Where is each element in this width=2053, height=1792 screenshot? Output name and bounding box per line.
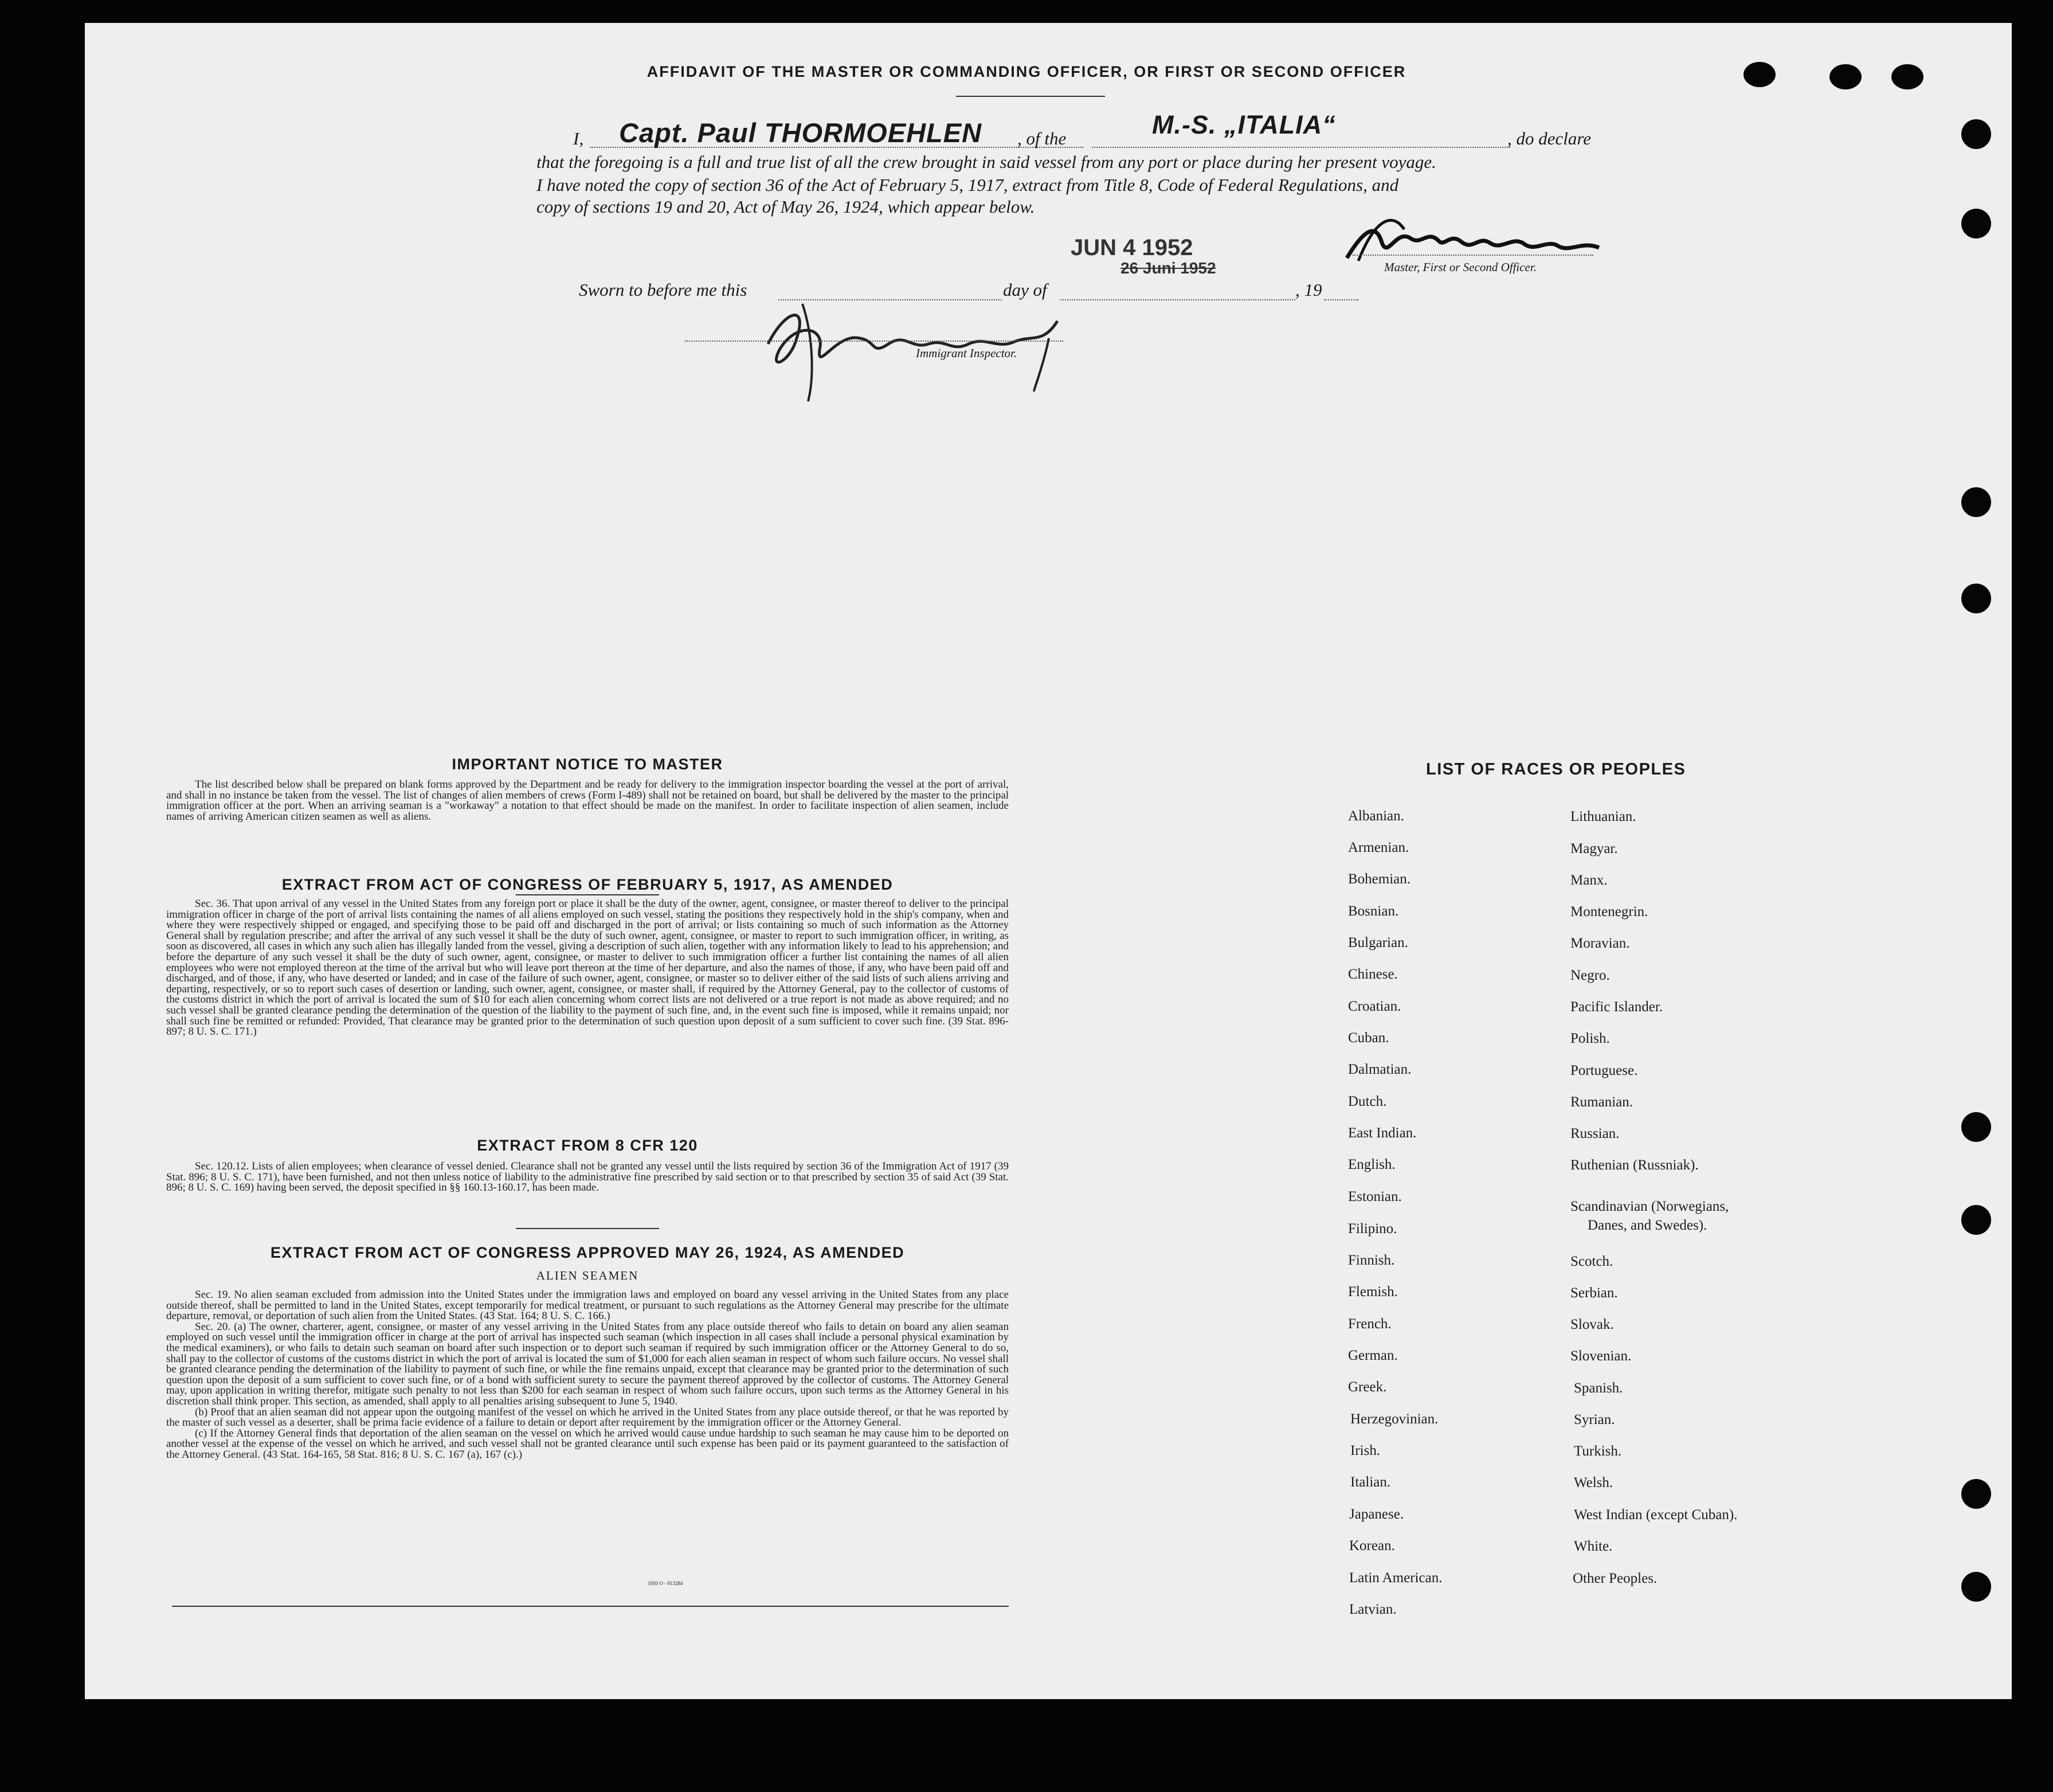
race-item: Latvian. xyxy=(1349,1602,1397,1617)
year-label: , 19 xyxy=(1295,280,1322,300)
race-item: Italian. xyxy=(1350,1474,1391,1490)
extract-1917-body xyxy=(166,899,1009,1038)
race-item: Negro. xyxy=(1570,968,1610,983)
race-item: Moravian. xyxy=(1570,936,1630,951)
race-item: Filipino. xyxy=(1348,1221,1397,1237)
race-item: Manx. xyxy=(1570,872,1608,888)
race-item: Korean. xyxy=(1349,1538,1395,1554)
master-caption: Master, First or Second Officer. xyxy=(1384,260,1537,274)
printer-mark: 1950 O - 913284 xyxy=(648,1580,683,1586)
race-item: Danes, and Swedes). xyxy=(1588,1218,1707,1233)
section-20b-paragraph: (b) Proof that an alien seaman did not appear upon the outgoing manifest of the vessel on which he arrived in the United States from any place outside thereof, or that he was reported by the master of such vessel as a deserter, shall be prima facie evidence of a failure to detain or deport after requirement by the immigration officer or the Attorney General. xyxy=(166,1406,1009,1429)
inspector-caption: Immigrant Inspector. xyxy=(916,346,1017,360)
extract-1917-rule xyxy=(516,894,659,895)
binder-hole xyxy=(1961,209,1991,238)
do-declare-label: , do declare xyxy=(1507,128,1592,148)
race-item: Armenian. xyxy=(1348,840,1409,855)
race-item: Dalmatian. xyxy=(1348,1062,1412,1077)
race-item: Turkish. xyxy=(1574,1443,1622,1459)
race-item: Scandinavian (Norwegians, xyxy=(1570,1199,1729,1214)
section-19-paragraph: Sec. 19. No alien seaman excluded from admission into the United States under the immigration laws and employed on board any vessel arriving in the United States from any place outside thereof, shall be permitted to land in the United States, except temporarily for medical treatment, or pursuant to such regulations as the Attorney General may prescribe for the ultimate departure, removal, or deportation of such alien from the United States. (43 Stat. 164; 8 U. S. C. 166.) xyxy=(166,1289,1009,1323)
race-item: Cuban. xyxy=(1348,1030,1389,1046)
extract-1924-subtitle: ALIEN SEAMEN xyxy=(536,1269,639,1282)
extract-1917-paragraph: Sec. 36. That upon arrival of any vessel in the United States from any foreign port or place it shall be the duty of the owner, agent, consignee, or master thereof to deliver to the principal immigration officer in charge of the port of arrival lists containing the names of all aliens employed on such vessel, stating the positions they respectively hold in the ship's company, when and where they were respectively shipped or engaged, and specifying those to be paid off and discharged in the port of arrival; or lists containing so much of such information as the Attorney General shall by regulation prescribe; and after the arrival of any such vessel it shall be the duty of such owner, agent, consignee, or master to report to such immigration officer, in writing, as soon as discovered, all cases in which any such alien has illegally landed from the vessel, giving a description of such alien, together with any information likely to lead to his apprehension; and before the departure of any such vessel it shall be the duty of such owner, agent, consignee, or master to deliver to such immigration officer a further list containing the names of all alien employees who were not employed thereon at the time of the arrival but who will leave port thereon at the time of her departure, and also the names of those, if any, who have been paid off and discharged, and of those, if any, who have deserted or landed; and in case of the failure of such owner, agent, consignee, or master so to deliver either of the said lists of such aliens arriving and departing, respectively, or so to report such cases of desertion or landing, such owner, agent, consignee, or master shall, if required by the Attorney General, pay to the collector of customs of the customs district in which the port of arrival is located the sum of $10 for each alien concerning whom correct lists are not delivered or a true report is not made as above required; and no such vessel shall be granted clearance pending the determination of the question of the liability to the payment of such fine, and, in the event such fine is imposed, while it remains unpaid; nor shall such fine be remitted or refunded: Provided, That clearance may be granted prior to the determination of such question upon deposit of a sum sufficient to cover such fine. (39 Stat. 896-897; 8 U. S. C. 171.) xyxy=(166,898,1009,1038)
extract-cfr-title: EXTRACT FROM 8 CFR 120 xyxy=(477,1137,698,1154)
race-item: White. xyxy=(1574,1539,1613,1554)
race-item: Slovak. xyxy=(1570,1317,1614,1332)
race-item: Rumanian. xyxy=(1570,1094,1633,1110)
race-item: East Indian. xyxy=(1348,1125,1417,1141)
extract-1917-title: EXTRACT FROM ACT OF CONGRESS OF FEBRUARY 5, 1917, AS AMENDED xyxy=(281,876,894,893)
master-signature-line xyxy=(1353,255,1593,256)
declaration-line-1 xyxy=(573,110,1605,150)
race-item: Serbian. xyxy=(1570,1285,1618,1301)
race-item: Albanian. xyxy=(1348,808,1404,824)
master-name: Capt. Paul THORMOEHLEN xyxy=(619,118,982,148)
extract-cfr-rule xyxy=(516,1228,659,1229)
extract-1924-body xyxy=(166,1290,1009,1461)
extract-cfr-paragraph: Sec. 120.12. Lists of alien employees; when clearance of vessel denied. Clearance shall not be granted any vessel until the lists required by section 36 of the Immigration Act of 1917 (39 Stat. 896; 8 U. S. C. 171), have been furnished, and not then unless notice of liability to the administrative fine prescribed by said section or to that prescribed by section 35 of said Act (39 Stat. 896; 8 U. S. C. 169) having been served, the deposit specified in §§ 160.13-160.17, has been made. xyxy=(166,1160,1009,1194)
declaration-line-3: I have noted the copy of section 36 of the Act of February 5, 1917, extract from Title 8, Code of Federal Regulations, and xyxy=(536,175,1399,195)
binder-hole xyxy=(1961,487,1991,517)
bottom-rule xyxy=(172,1606,1009,1607)
race-item: Dutch. xyxy=(1348,1094,1387,1109)
inspector-signature-line xyxy=(685,341,1063,342)
declaration-pronoun: I, xyxy=(573,128,584,148)
race-item: Syrian. xyxy=(1574,1412,1615,1427)
notice-title: IMPORTANT NOTICE TO MASTER xyxy=(452,756,723,773)
race-item: Chinese. xyxy=(1348,967,1398,982)
race-item: Herzegovinian. xyxy=(1350,1411,1439,1427)
race-item: Spanish. xyxy=(1574,1380,1623,1396)
affidavit-title: AFFIDAVIT OF THE MASTER OR COMMANDING OFFICER, OR FIRST OR SECOND OFFICER xyxy=(647,63,1406,80)
race-item: Scotch. xyxy=(1570,1254,1613,1269)
race-item: Croatian. xyxy=(1348,999,1401,1014)
declaration-line-2: that the foregoing is a full and true list of all the crew brought in said vessel from any port or place during her present voyage. xyxy=(536,152,1436,172)
race-item: Magyar. xyxy=(1570,841,1618,856)
binder-hole xyxy=(1961,119,1991,149)
race-item: Other Peoples. xyxy=(1573,1571,1658,1586)
section-20a-paragraph: Sec. 20. (a) The owner, charterer, agent, consignee, or master of any vessel arriving in the United States from any place outside thereof who fails to detain on board any alien seaman employed on such vessel until the immigration officer in charge at the port of arrival has inspected such seaman (which inspection in all cases shall include a personal physical examination by the medical examiners), or who fails to detain such seaman on board after such inspection or to deport such seaman if required by such immigration officer or the Attorney General to do so, shall pay to the collector of customs of the customs district in which the port of arrival is located the sum of $1,000 for each alien seaman in respect of whom such failure occurs. No vessel shall be granted clearance pending the determination of the liability to payment of such fine, or while the fine remains unpaid, except that clearance may be granted prior to the determination of such question upon the deposit of a sum sufficient to cover such fine, or of a bond with sufficient surety to secure the payment thereof approved by the collector of customs. The Attorney General may, upon application in writing therefor, mitigate such penalty to not less than $200 for each seaman in respect of whom such failure occurs, upon such terms as the Attorney General in his discretion shall think proper. This section, as amended, shall apply to all penalties arising subsequent to June 5, 1940. xyxy=(166,1320,1009,1407)
declaration-line-4: copy of sections 19 and 20, Act of May 26, 1924, which appear below. xyxy=(536,197,1035,217)
notice-paragraph: The list described below shall be prepared on blank forms approved by the Department and be ready for delivery to the immigration inspector boarding the vessel at the port of arrival, and shall in no instance be taken from the vessel. The list of changes of alien members of crews (Form I-489) shall not be retained on board, but shall be delivered by the master to the principal immigration officer at the port. When an arriving seaman is a "workaway" a notation to that effect should be made on the manifest. In order to facilitate inspection of alien seamen, include names of arriving American citizen seamen as well as aliens. xyxy=(166,778,1009,823)
race-item: Polish. xyxy=(1570,1031,1610,1046)
day-of-label: day of xyxy=(1003,280,1047,300)
race-item: Bosnian. xyxy=(1348,903,1399,919)
race-item: Ruthenian (Russniak). xyxy=(1570,1157,1699,1173)
date-stamp: JUN 4 1952 xyxy=(1071,235,1193,260)
races-title: LIST OF RACES OR PEOPLES xyxy=(1426,760,1686,778)
race-item: Slovenian. xyxy=(1570,1348,1632,1364)
race-item: Pacific Islander. xyxy=(1570,999,1663,1015)
binder-hole xyxy=(1961,1572,1991,1602)
notice-body xyxy=(166,780,1009,822)
race-item: Flemish. xyxy=(1348,1284,1398,1300)
date-stamp-2: 26 Juni 1952 xyxy=(1120,259,1216,277)
race-item: Bohemian. xyxy=(1348,871,1411,887)
race-item: Portuguese. xyxy=(1570,1063,1638,1078)
race-item: Estonian. xyxy=(1348,1189,1402,1204)
race-item: Irish. xyxy=(1350,1443,1381,1458)
race-item: Japanese. xyxy=(1349,1507,1404,1522)
binder-hole xyxy=(1961,1205,1991,1235)
race-item: Finnish. xyxy=(1348,1253,1395,1268)
extract-1924-title: EXTRACT FROM ACT OF CONGRESS APPROVED MAY 26, 1924, AS AMENDED xyxy=(270,1244,905,1261)
binder-hole xyxy=(1961,1112,1991,1142)
race-item: Welsh. xyxy=(1574,1475,1613,1490)
sworn-label: Sworn to before me this xyxy=(579,280,747,300)
race-item: Latin American. xyxy=(1349,1570,1443,1586)
title-rule xyxy=(956,96,1105,97)
race-item: Lithuanian. xyxy=(1570,809,1636,824)
race-item: Montenegrin. xyxy=(1570,904,1648,920)
of-the-label: , of the xyxy=(1017,128,1067,148)
binder-hole xyxy=(1961,584,1991,613)
race-item: Russian. xyxy=(1570,1126,1620,1141)
vessel-name: M.-S. „ITALIA“ xyxy=(1152,110,1336,139)
race-item: Bulgarian. xyxy=(1348,935,1408,950)
race-item: German. xyxy=(1348,1348,1398,1363)
binder-hole xyxy=(1961,1479,1991,1509)
vessel-dotline xyxy=(1092,147,1510,148)
year-dotline xyxy=(1324,299,1358,300)
section-20c-paragraph: (c) If the Attorney General finds that deportation of the alien seaman on the vessel on which he arrived would cause undue hardship to such seaman he may cause him to be deported on another vessel at the expense of the vessel on which he arrived, and such vessel shall not be granted clearance until such expense has been paid or its payment guaranteed to the satisfaction of the Attorney General. (43 Stat. 164-165, 58 Stat. 816; 8 U. S. C. 167 (a), 167 (c).) xyxy=(166,1427,1009,1461)
extract-cfr-body xyxy=(166,1161,1009,1194)
race-item: English. xyxy=(1348,1157,1396,1172)
race-item: Greek. xyxy=(1348,1379,1387,1395)
race-item: West Indian (except Cuban). xyxy=(1574,1507,1738,1523)
race-item: French. xyxy=(1348,1316,1392,1332)
